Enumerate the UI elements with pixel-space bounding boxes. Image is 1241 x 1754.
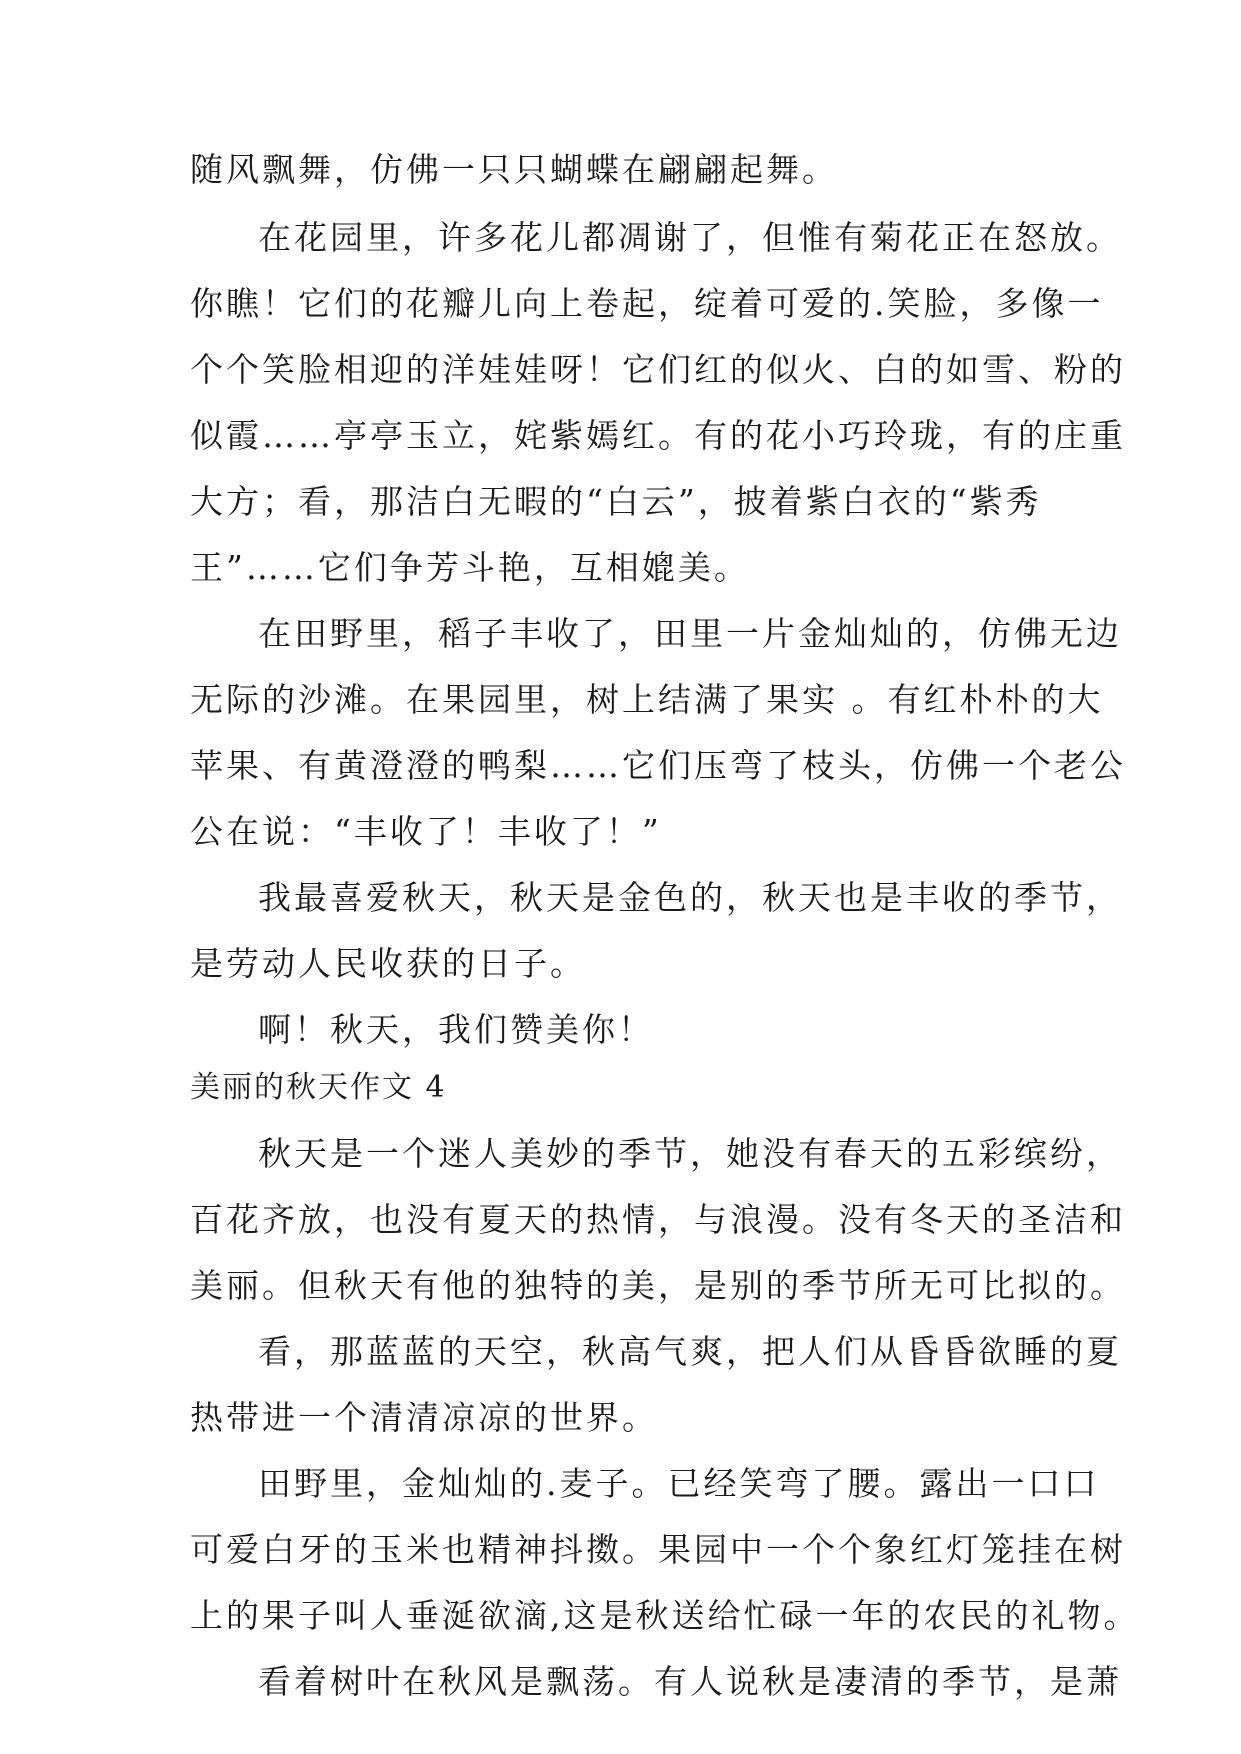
text-line: 公在说：“丰收了！丰收了！” <box>190 812 662 851</box>
text-line: 热带进一个清清凉凉的世界。 <box>190 1398 658 1437</box>
text-line: 似霞……亭亭玉立，姹紫嫣红。有的花小巧玲珑，有的庄重 <box>190 416 1126 455</box>
text-line: 随风飘舞，仿佛一只只蝴蝶在翩翩起舞。 <box>190 150 838 189</box>
paragraph-start-line: 田野里，金灿灿的.麦子。已经笑弯了腰。露出一口口 <box>258 1464 1100 1503</box>
text-line: 大方；看，那洁白无暇的“白云”，披着紫白衣的“紫秀 <box>190 482 1042 521</box>
text-line: 是劳动人民收获的日子。 <box>190 944 586 983</box>
text-line: 你瞧！它们的花瓣儿向上卷起，绽着可爱的.笑脸，多像一 <box>190 284 1104 323</box>
text-line: 王”……它们争芳斗艳，互相媲美。 <box>190 548 750 587</box>
paragraph-start-line: 秋天是一个迷人美妙的季节，她没有春天的五彩缤纷， <box>258 1134 1122 1173</box>
paragraph-start-line: 在花园里，许多花儿都凋谢了，但惟有菊花正在怒放。 <box>258 218 1122 257</box>
text-line: 无际的沙滩。在果园里，树上结满了果实 。有红朴朴的大 <box>190 680 1104 719</box>
text-line: 美丽。但秋天有他的独特的美，是别的季节所无可比拟的。 <box>190 1266 1126 1305</box>
paragraph-start-line: 看着树叶在秋风是飘荡。有人说秋是凄清的季节，是萧 <box>258 1662 1122 1701</box>
paragraph-start-line: 看，那蓝蓝的天空，秋高气爽，把人们从昏昏欲睡的夏 <box>258 1332 1122 1371</box>
text-line: 上的果子叫人垂涎欲滴,这是秋送给忙碌一年的农民的礼物。 <box>190 1596 1140 1635</box>
section-heading: 美丽的秋天作文 4 <box>190 1070 447 1105</box>
text-line: 苹果、有黄澄澄的鸭梨……它们压弯了枝头，仿佛一个老公 <box>190 746 1126 785</box>
text-line: 个个笑脸相迎的洋娃娃呀！它们红的似火、白的如雪、粉的 <box>190 350 1126 389</box>
text-line: 百花齐放，也没有夏天的热情，与浪漫。没有冬天的圣洁和 <box>190 1200 1126 1239</box>
paragraph-start-line: 啊！秋天，我们赞美你！ <box>258 1010 654 1049</box>
paragraph-start-line: 在田野里，稻子丰收了，田里一片金灿灿的，仿佛无边 <box>258 614 1122 653</box>
paragraph-start-line: 我最喜爱秋天，秋天是金色的，秋天也是丰收的季节， <box>258 878 1122 917</box>
text-line: 可爱白牙的玉米也精神抖擞。果园中一个个象红灯笼挂在树 <box>190 1530 1126 1569</box>
